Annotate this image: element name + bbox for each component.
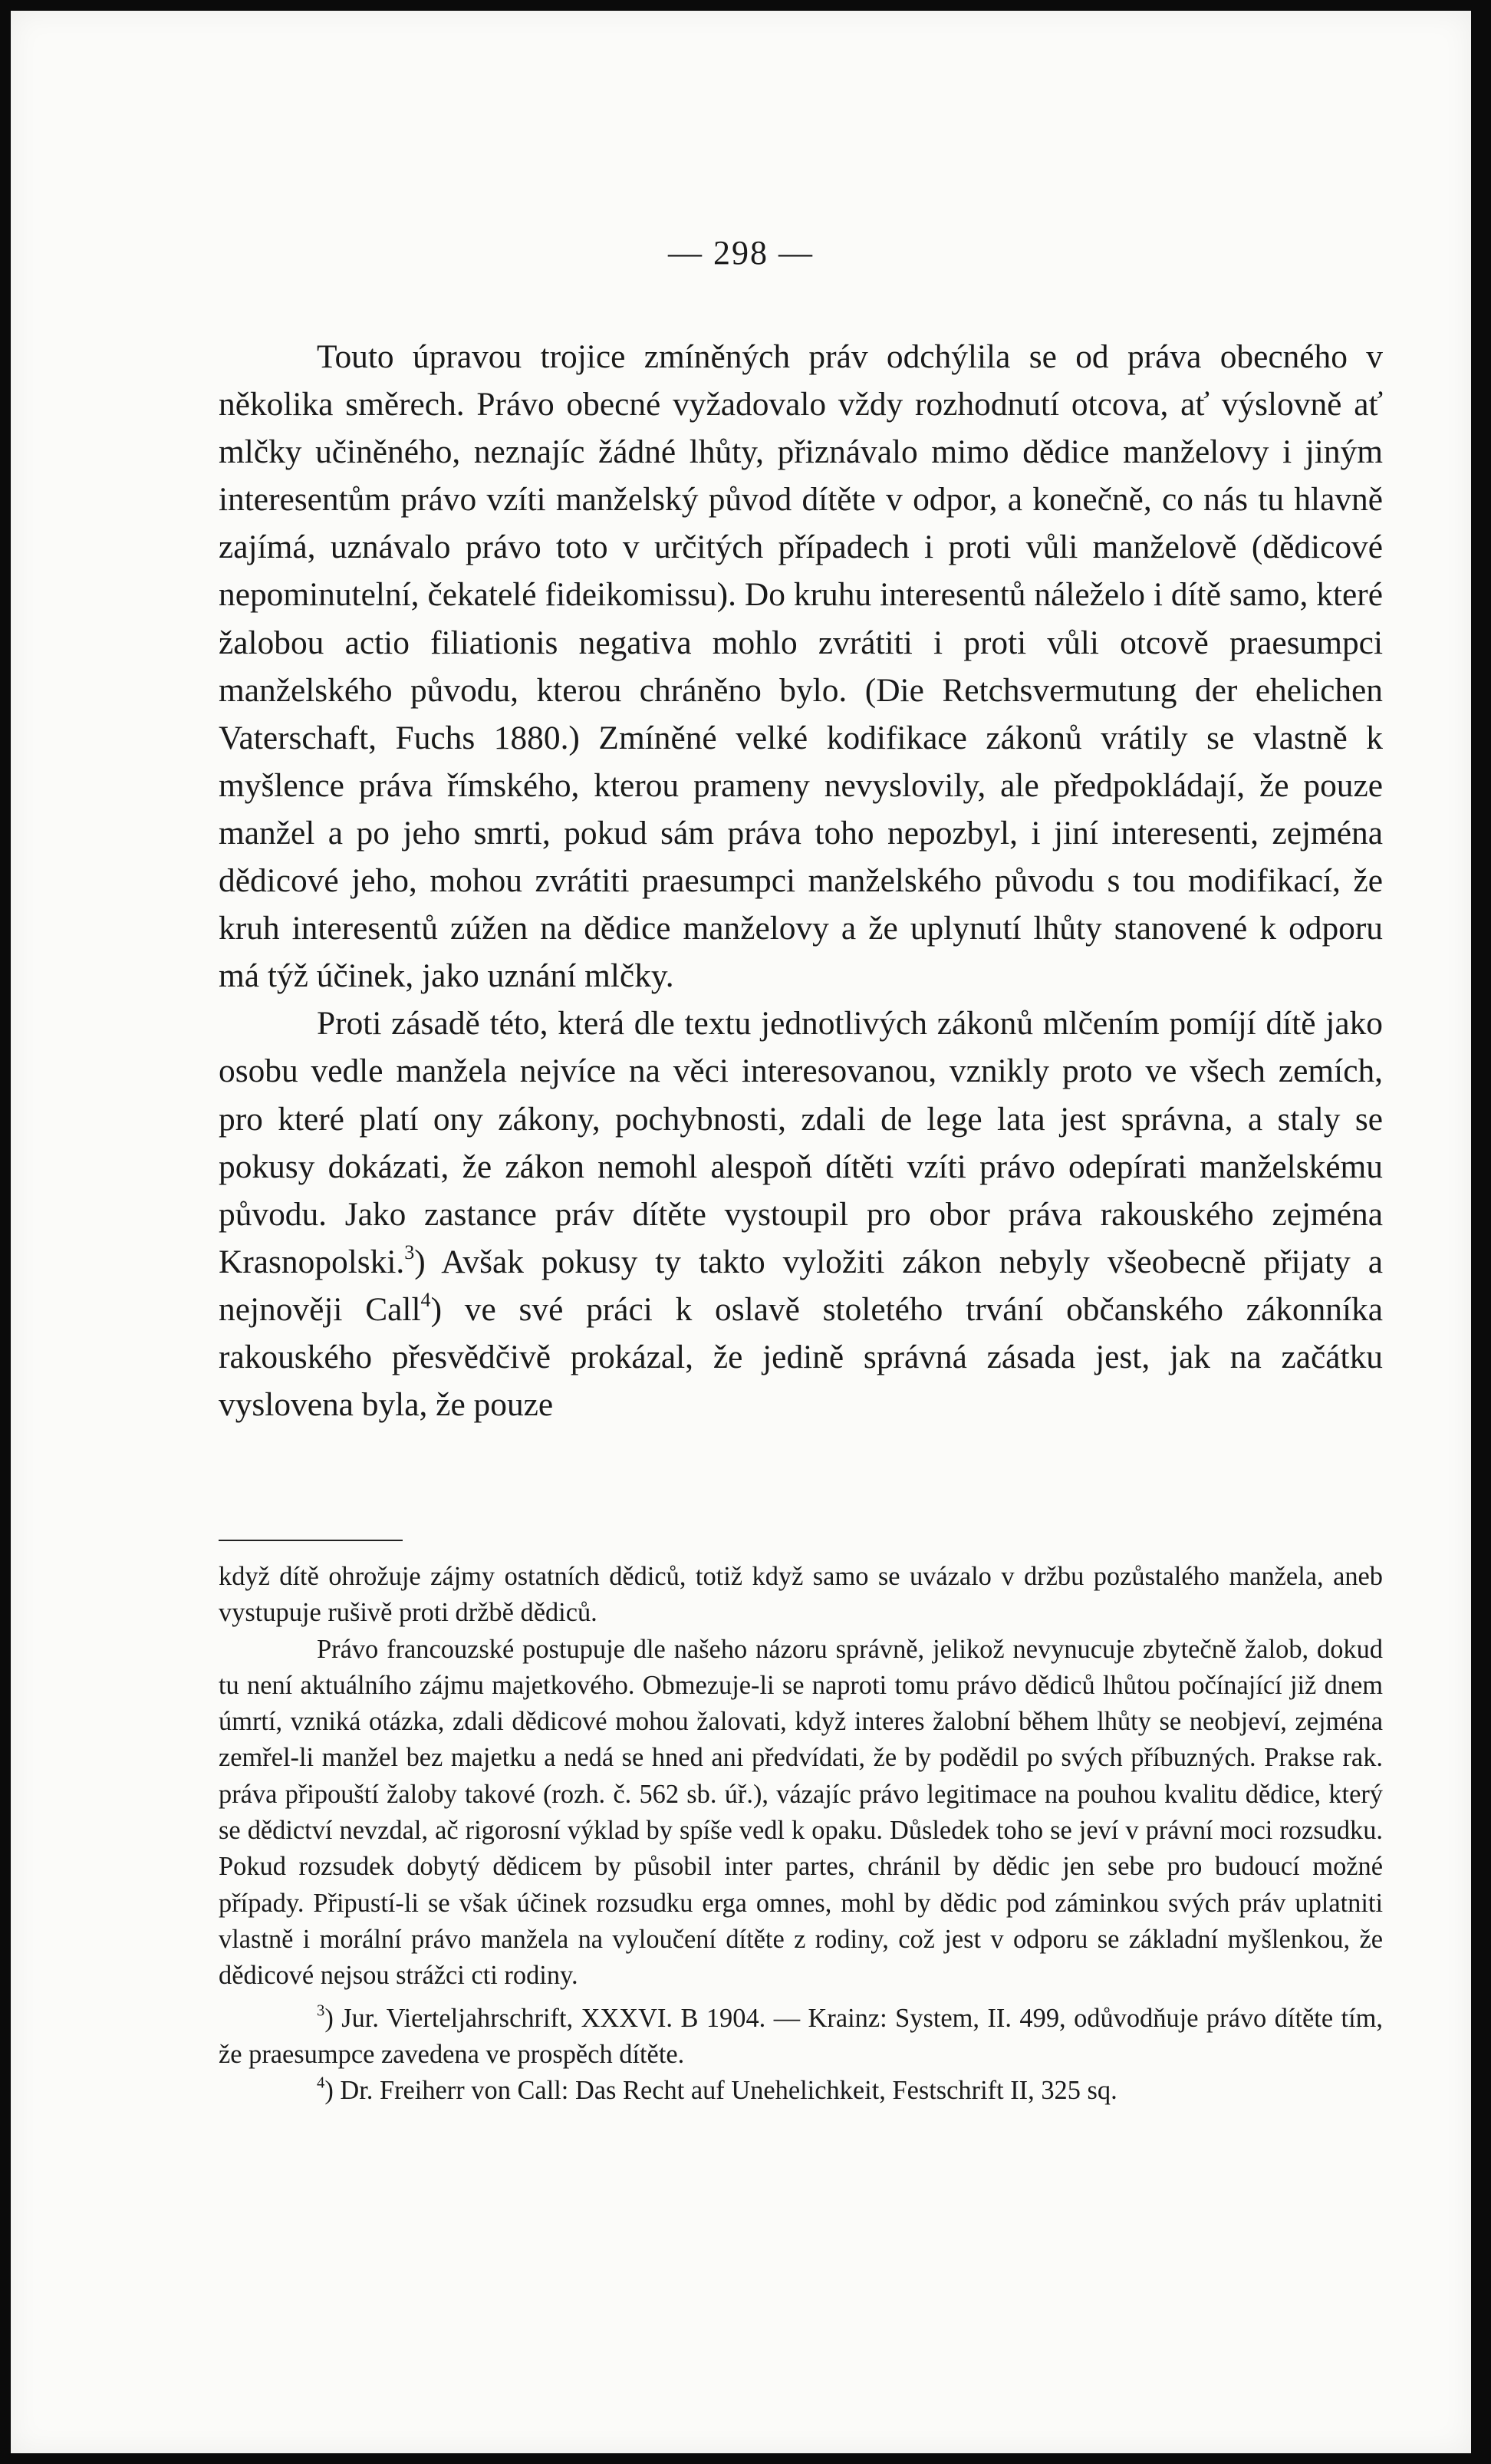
footnote-4 xyxy=(219,2073,1383,2109)
body-text-segment: ) Avšak pokusy ty takto vyložiti zákon nebyly všeobecně přijaty a nejnověji Call xyxy=(219,1243,1383,1328)
footnote-mark: 3 xyxy=(317,2002,325,2020)
body-text-segment: Proti zásadě této, která dle textu jednotlivých zákonů mlčením pomíjí dítě jako osobu vedle manžela nejvíce na věci interesovanou, vznikly proto ve všech zemích, pro které platí ony zákony, pochybnosti, zdali de lege lata jest správna, a staly se pokusy dokázati, že zákon nemohl alespoň dítěti vzíti právo odepírati manželskému původu. Jako zastance práv dítěte vystoupil pro obor práva rakouského zejména Krasnopolski. xyxy=(219,1005,1383,1280)
page-number: — 298 — xyxy=(668,234,814,272)
body-text-segment: ) ve své práci k oslavě stoletého trvání občanského zákonníka rakouského přesvědčivě prokázal, že jedině správná zásada jest, jak na začátku vyslovena byla, že pouze xyxy=(219,1290,1383,1424)
footnote-text: ) Jur. Vierteljahrschrift, XXXVI. B 1904. — Krainz: System, II. 499, odůvodňuje právo dítěte tím, že praesumpce zavedena ve prospěch dítěte. xyxy=(219,2003,1383,2069)
footnotes xyxy=(219,1559,1383,2109)
body-paragraph: Touto úpravou trojice zmíněných práv odchýlila se od práva obecného v několika směrech. Právo obecné vyžadovalo vždy rozhodnutí otcova, ať výslovně ať mlčky učiněného, neznajíc žádné lhůty, přiznávalo mimo dědice manželovy i jiným interesentům právo vzíti manželský původ dítěte v odpor, a konečně, co nás tu hlavně zajímá, uznávalo právo toto v určitých případech i proti vůli manželově (dědicové nepominutelní, čekatelé fideikomissu). Do kruhu interesentů náleželo i dítě samo, které žalobou actio filiationis negativa mohlo zvrátiti i proti vůli otcově praesumpci manželského původu, kterou chráněno bylo. (Die Retchsvermutung der ehelichen Vaterschaft, Fuchs 1880.) Zmíněné velké kodifikace zákonů vrátily se vlastně k myšlence práva římského, kterou prameny nevyslovily, ale předpokládají, že pouze manžel a po jeho smrti, pokud sám práva toho nepozbyl, i jiní interesenti, zejména dědicové jeho, mohou zvrátiti praesumpci manželského původu s tou modifikací, že kruh interesentů zúžen na dědice manželovy a že uplynutí lhůty stanovené k odporu má týž účinek, jako uznání mlčky. xyxy=(219,338,1383,995)
body-paragraph xyxy=(219,1000,1383,1428)
main-text xyxy=(219,333,1383,1428)
footnote-paragraph: Právo francouzské postupuje dle našeho názoru správně, jelikož nevynucuje zbytečně žalob, dokud tu není aktuálního zájmu majetkového. Obmezuje-li se naproti tomu právo dědiců lhůtou počínající již dnem úmrtí, vzniká otázka, zdali dědicové mohou žalovati, když interes žalobní během lhůty se neobjeví, zejména zemřel-li manžel bez majetku a nedá se hned ani předvídati, že by podědil po svých příbuzných. Prakse rak. práva připouští žaloby takové (rozh. č. 562 sb. úř.), vázajíc právo legitimace na pouhou kvalitu dědice, který se dědictví nevzdal, ač rigorosní výklad by spíše vedl k opaku. Důsledek toho se jeví v právní moci rozsudku. Pokud rozsudek dobytý dědicem by působil inter partes, chránil by dědic jen sebe pro budoucí možné případy. Připustí-li se však účinek rozsudku erga omnes, mohl by dědic pod záminkou svých práv uplatniti vlastně i morální právo manžela na vyloučení dítěte z rodiny, což jest v odporu se základní myšlenkou, že dědicové nejsou strážci cti rodiny. xyxy=(219,1634,1383,1991)
footnote-mark: 4 xyxy=(317,2074,325,2092)
footnote-continuation: když dítě ohrožuje zájmy ostatních dědiců, totiž když samo se uvázalo v držbu pozůstalého manžela, aneb vystupuje rušivě proti držbě dědiců. xyxy=(219,1562,1383,1628)
footnote-text: ) Dr. Freiherr von Call: Das Recht auf Unehelichkeit, Festschrift II, 325 sq. xyxy=(324,2076,1117,2106)
footnote-rule xyxy=(219,1540,403,1541)
footnote-ref: 4 xyxy=(420,1288,431,1311)
footnote-ref: 3 xyxy=(404,1240,415,1263)
book-page xyxy=(11,11,1471,2453)
footnote-3 xyxy=(219,2001,1383,2074)
